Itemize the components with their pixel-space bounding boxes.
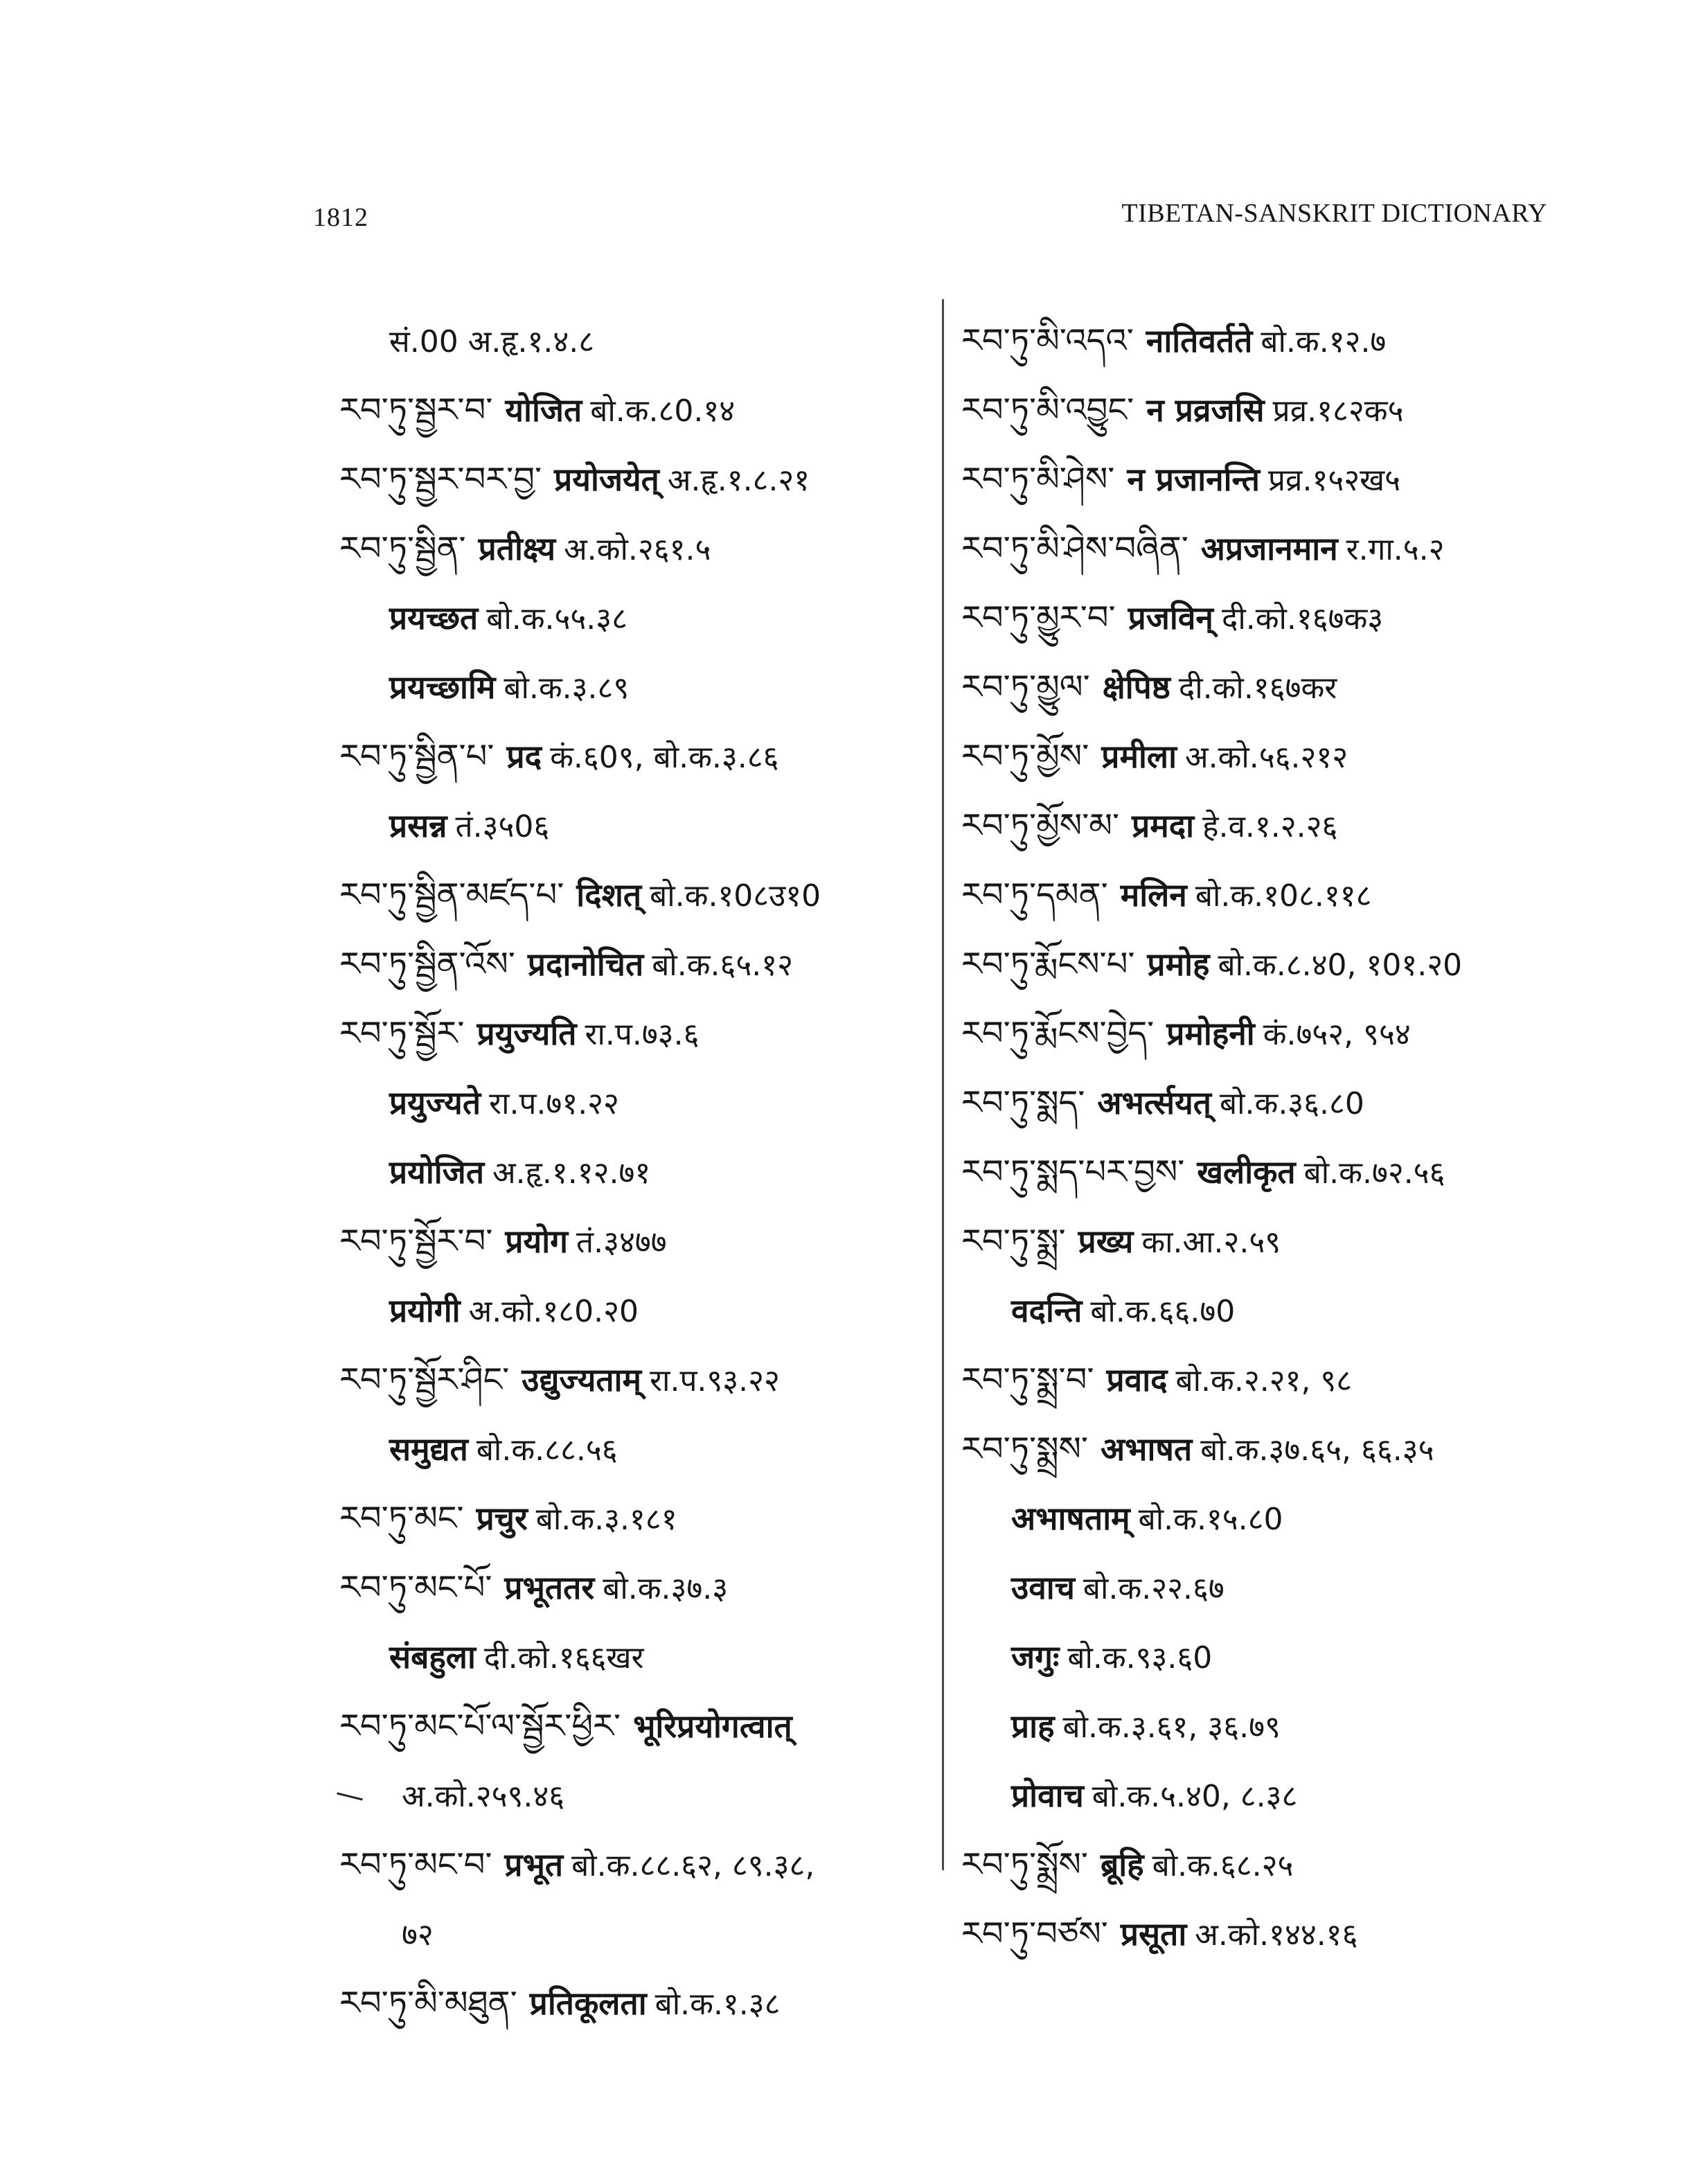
source-reference: हे.व.१.२.२६	[1202, 809, 1338, 844]
sanskrit-equivalent: उवाच	[1011, 1569, 1075, 1606]
running-head: TIBETAN-SANSKRIT DICTIONARY	[1121, 199, 1547, 228]
tibetan-headword: རབ་ཏུ་སྨད་	[961, 1083, 1085, 1122]
tibetan-headword: རབ་ཏུ་མང་པོ་	[339, 1568, 492, 1607]
source-reference: रा.प.७३.६	[585, 1017, 700, 1052]
left-column	[339, 313, 928, 2045]
source-reference: अ.हृ.१.१२.७१	[492, 1155, 651, 1191]
source-reference: बो.क.५.४0, ८.३८	[1092, 1779, 1298, 1814]
entry-continuation	[339, 1283, 928, 1352]
sanskrit-equivalent: भूरिप्रयोगत्वात्	[633, 1707, 792, 1745]
source-reference: अ.को.५६.२१२	[1184, 740, 1348, 775]
source-reference: बो.क.८0.१४	[590, 393, 736, 429]
dictionary-entry	[339, 1560, 928, 1629]
sanskrit-equivalent: प्रवाद	[1106, 1361, 1168, 1399]
sanskrit-equivalent: प्रमदा	[1132, 807, 1195, 844]
dictionary-entry	[961, 729, 1585, 798]
source-reference: अ.हृ.१.८.२१	[667, 463, 810, 498]
tibetan-headword: རབ་ཏུ་རྨོངས་བྱེད་	[961, 1014, 1155, 1053]
source-reference: बो.क.१२.७	[1261, 324, 1387, 359]
sanskrit-equivalent: प्रभूत	[504, 1846, 564, 1883]
source-reference: बो.क.१0८उ१0	[650, 878, 821, 914]
dictionary-entry	[339, 1976, 928, 2045]
dictionary-entry	[339, 867, 928, 936]
dictionary-entry	[961, 1075, 1585, 1144]
tibetan-headword: རབ་ཏུ་མྱུལ་	[961, 668, 1090, 707]
dictionary-entry	[339, 729, 928, 798]
tibetan-headword: རབ་ཏུ་མི་འབྱུང་	[961, 391, 1134, 429]
entry-continuation	[961, 1560, 1585, 1629]
tibetan-headword: རབ་ཏུ་མི་ཤེས་	[961, 460, 1115, 499]
sanskrit-equivalent: प्रमोह	[1147, 945, 1210, 983]
source-reference: बो.क.१0८.११८	[1195, 878, 1372, 914]
tibetan-headword: རབ་ཏུ་མྱུར་བ་	[961, 598, 1116, 637]
source-reference: सं.00 अ.हृ.१.४.८	[389, 324, 595, 359]
sanskrit-equivalent: प्रख्य	[1078, 1223, 1134, 1260]
dictionary-entry	[339, 1214, 928, 1283]
sanskrit-equivalent: दिशत्	[576, 876, 642, 914]
dictionary-entry	[961, 659, 1585, 729]
tibetan-headword: རབ་ཏུ་སྦྱོར་	[339, 1014, 465, 1053]
dictionary-entry	[961, 936, 1585, 1006]
sanskrit-equivalent: प्राह	[1011, 1707, 1055, 1745]
tibetan-headword: རབ་ཏུ་སྨྲོས་	[961, 1845, 1088, 1884]
sanskrit-equivalent: प्रयुज्यते	[389, 1084, 481, 1121]
source-reference: रा.प.९३.२२	[650, 1363, 780, 1399]
sanskrit-equivalent: प्रभूततर	[504, 1569, 595, 1606]
entry-continuation	[339, 1144, 928, 1214]
sanskrit-equivalent: नातिवर्तते	[1146, 322, 1253, 359]
dictionary-entry	[339, 382, 928, 452]
sanskrit-equivalent: प्रमोहनी	[1166, 1015, 1255, 1052]
sanskrit-equivalent: जगुः	[1011, 1638, 1060, 1676]
sanskrit-equivalent: प्रोवाच	[1011, 1777, 1084, 1814]
tibetan-headword: རབ་ཏུ་སྦྱིན་	[339, 529, 466, 568]
source-reference: बो.क.१.३८	[654, 1987, 781, 2022]
sanskrit-equivalent: अभाषताम्	[1011, 1500, 1130, 1537]
sanskrit-equivalent: अभाषत	[1100, 1430, 1193, 1468]
source-reference: बो.क.२२.६७	[1083, 1571, 1224, 1606]
source-reference: बो.क.६६.७0	[1090, 1294, 1236, 1329]
source-reference: तं.३५0६	[455, 809, 550, 844]
column-divider	[942, 299, 944, 1870]
entry-continuation	[339, 1768, 928, 1837]
source-reference: बो.क.८८.६२, ८९.३८,	[571, 1848, 815, 1883]
sanskrit-equivalent: प्रयोगी	[389, 1292, 461, 1329]
tibetan-headword: རབ་ཏུ་སྦྱོར་ཤིང་	[339, 1360, 510, 1399]
tibetan-headword: རབ་ཏུ་རྨོངས་པ་	[961, 945, 1135, 984]
source-reference: बो.क.३.६१, ३६.७९	[1062, 1710, 1281, 1745]
source-reference: बो.क.२.२१, ९८	[1175, 1363, 1353, 1399]
sanskrit-equivalent: समुद्यत	[389, 1430, 468, 1468]
dictionary-entry	[339, 1837, 928, 1906]
tibetan-headword: རབ་ཏུ་སྦྱིན་པ་	[339, 737, 495, 776]
source-reference: अ.को.१४४.१६	[1195, 1917, 1358, 1953]
tibetan-headword: རབ་ཏུ་མི་ཤེས་བཞིན་	[961, 529, 1188, 568]
source-reference: र.गा.५.२	[1346, 532, 1445, 567]
dictionary-entry	[961, 1214, 1585, 1283]
sanskrit-equivalent: प्रमीला	[1101, 738, 1177, 775]
dictionary-entry	[339, 936, 928, 1006]
dictionary-entry	[961, 521, 1585, 590]
dictionary-entry	[961, 867, 1585, 936]
sanskrit-equivalent: क्षेपिष्ठ	[1102, 668, 1170, 706]
source-reference: दी.को.१६७क३	[1221, 601, 1384, 637]
entry-continuation	[961, 1629, 1585, 1698]
tibetan-headword: རབ་ཏུ་མི་འདའ་	[961, 321, 1134, 360]
entry-continuation	[339, 313, 928, 382]
dictionary-entry	[961, 798, 1585, 867]
dictionary-entry	[961, 1837, 1585, 1906]
source-reference: बो.क.६५.१२	[652, 948, 793, 983]
dictionary-entry	[961, 1421, 1585, 1491]
source-reference: बो.क.७२.५६	[1303, 1155, 1445, 1191]
sanskrit-equivalent: प्रयोग	[505, 1223, 569, 1260]
entry-continuation	[339, 659, 928, 729]
source-reference: ७२	[402, 1917, 434, 1953]
tibetan-headword: རབ་ཏུ་སྨད་པར་བྱས་	[961, 1153, 1185, 1191]
sanskrit-equivalent: प्रद	[506, 738, 542, 775]
dictionary-entry	[339, 1006, 928, 1075]
source-reference: प्रव्र.१५२ख५	[1267, 463, 1400, 498]
sanskrit-equivalent: संबहुला	[389, 1638, 476, 1676]
tibetan-headword: རབ་ཏུ་བཙས་	[961, 1915, 1108, 1953]
sanskrit-equivalent: प्रचुर	[476, 1500, 528, 1537]
source-reference: बो.क.३६.८0	[1220, 1086, 1364, 1121]
source-reference: कं.६0९, बो.क.३.८६	[550, 740, 779, 775]
source-reference: का.आ.२.५९	[1141, 1225, 1281, 1260]
sanskrit-equivalent: मलिन	[1120, 876, 1187, 914]
sanskrit-equivalent: प्रसूता	[1120, 1915, 1187, 1953]
tibetan-headword: རབ་ཏུ་སྨྲ་	[961, 1222, 1066, 1261]
tibetan-headword: རབ་ཏུ་མང་བ་	[339, 1845, 492, 1884]
source-reference: बो.क.८८.५६	[476, 1432, 618, 1468]
sanskrit-equivalent: प्रदानोचित	[527, 945, 644, 983]
sanskrit-equivalent: योजित	[505, 391, 582, 429]
dictionary-entry	[339, 1491, 928, 1560]
sanskrit-equivalent: अप्रजानमान	[1200, 530, 1338, 567]
sanskrit-equivalent: खलीकृत	[1197, 1153, 1296, 1191]
sanskrit-equivalent: प्रयच्छामि	[389, 668, 496, 706]
source-reference: बो.क.३.१८१	[535, 1502, 677, 1537]
source-reference: बो.क.१५.८0	[1138, 1502, 1283, 1537]
sanskrit-equivalent: प्रयोजित	[389, 1153, 485, 1191]
tibetan-headword: རབ་ཏུ་མྱོས་	[961, 737, 1089, 776]
sanskrit-equivalent: प्रयच्छत	[389, 599, 479, 637]
source-reference: बो.क.३.८९	[504, 671, 630, 706]
entry-continuation	[961, 1491, 1585, 1560]
sanskrit-equivalent: ब्रूहि	[1100, 1846, 1144, 1883]
dictionary-entry	[339, 452, 928, 521]
tibetan-headword: རབ་ཏུ་སྦྱིན་འོས་	[339, 945, 515, 984]
tibetan-headword: རབ་ཏུ་སྦྱིན་མཛད་པ་	[339, 876, 564, 914]
dictionary-entry	[961, 452, 1585, 521]
dictionary-entry	[961, 313, 1585, 382]
tibetan-headword: རབ་ཏུ་སྦྱོར་བ་	[339, 1222, 493, 1261]
tibetan-headword: རབ་ཏུ་སྦྱར་བར་བྱ་	[339, 460, 542, 499]
dictionary-entry	[339, 521, 928, 590]
source-reference: रा.प.७१.२२	[489, 1086, 619, 1121]
source-reference: तं.३४७७	[576, 1225, 667, 1260]
sanskrit-equivalent: प्रजविन्	[1128, 599, 1213, 637]
entry-continuation	[339, 1075, 928, 1144]
entry-continuation	[339, 1421, 928, 1491]
dictionary-entry	[961, 1006, 1585, 1075]
entry-continuation	[961, 1698, 1585, 1768]
tibetan-headword: རབ་ཏུ་མི་མཐུན་	[339, 1984, 517, 2023]
sanskrit-equivalent: प्रसन्न	[389, 807, 447, 844]
dictionary-entry	[961, 1144, 1585, 1214]
tibetan-headword: རབ་ཏུ་མྱོས་མ་	[961, 806, 1120, 845]
source-reference: बो.क.९३.६0	[1067, 1640, 1213, 1676]
source-reference: दी.को.१६७कर	[1178, 671, 1337, 706]
entry-continuation	[339, 1629, 928, 1698]
tibetan-headword: རབ་ཏུ་མང་	[339, 1499, 464, 1538]
dictionary-entry	[961, 382, 1585, 452]
sanskrit-equivalent: न प्रव्रजसि	[1146, 391, 1265, 429]
dictionary-entry	[339, 1698, 928, 1768]
entry-continuation	[339, 1906, 928, 1976]
sanskrit-equivalent: अभर्त्सयत्	[1097, 1084, 1212, 1121]
entry-continuation	[339, 590, 928, 659]
entry-continuation	[961, 1283, 1585, 1352]
source-reference: बो.क.६८.२५	[1152, 1848, 1294, 1883]
source-reference: बो.क.३७.६५, ६६.३५	[1200, 1432, 1434, 1468]
sanskrit-equivalent: वदन्ति	[1011, 1292, 1083, 1329]
sanskrit-equivalent: प्रतिकूलता	[529, 1985, 647, 2022]
entry-continuation	[961, 1768, 1585, 1837]
tibetan-headword: རབ་ཏུ་སྨྲ་བ་	[961, 1360, 1094, 1399]
sanskrit-equivalent: प्रयोजयेत्	[554, 461, 659, 498]
source-reference: बो.क.५५.३८	[486, 601, 628, 637]
tibetan-headword: རབ་ཏུ་དམན་	[961, 876, 1108, 914]
tibetan-headword: རབ་ཏུ་མང་པོ་ལ་སྦྱོར་ཕྱིར་	[339, 1707, 621, 1746]
source-reference: अ.को.२५९.४६	[402, 1779, 565, 1814]
sanskrit-equivalent: प्रयुज्यति	[477, 1015, 577, 1052]
page-number: 1812	[313, 203, 368, 232]
entry-continuation	[339, 798, 928, 867]
dictionary-entry	[961, 590, 1585, 659]
source-reference: अ.को.२६१.५	[564, 532, 711, 567]
dictionary-entry	[961, 1906, 1585, 1976]
tibetan-headword: རབ་ཏུ་སྦྱར་བ་	[339, 391, 493, 429]
dictionary-entry	[961, 1352, 1585, 1421]
sanskrit-equivalent: न प्रजानन्ति	[1127, 461, 1260, 498]
sanskrit-equivalent: उद्युज्यताम्	[522, 1361, 642, 1399]
source-reference: दी.को.१६६खर	[483, 1640, 644, 1676]
source-reference: प्रव्र.१८२क५	[1272, 393, 1404, 429]
right-column	[961, 313, 1585, 1976]
sanskrit-equivalent: प्रतीक्ष्य	[478, 530, 556, 567]
tibetan-headword: རབ་ཏུ་སྨྲས་	[961, 1430, 1088, 1468]
source-reference: अ.को.१८0.२0	[468, 1294, 639, 1329]
source-reference: कं.७५२, ९५४	[1263, 1017, 1411, 1052]
source-reference: बो.क.८.४0, १0१.२0	[1218, 948, 1463, 983]
dictionary-entry	[339, 1352, 928, 1421]
source-reference: बो.क.३७.३	[603, 1571, 729, 1606]
